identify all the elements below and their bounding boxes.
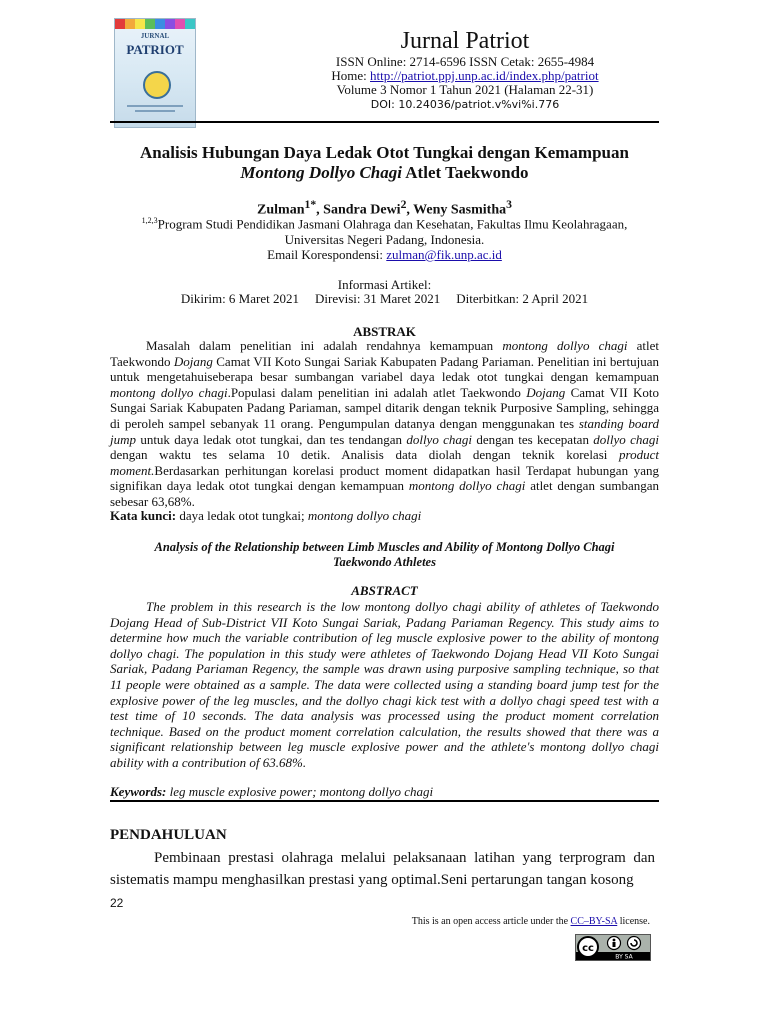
abstrak-segment: montong dollyo chagi (408, 478, 526, 494)
cover-stripe-block (185, 19, 195, 29)
kata-kunci-line (110, 508, 659, 524)
cc-by-sa-badge-icon[interactable] (575, 934, 651, 961)
cover-label-jurnal: JURNAL (140, 32, 170, 40)
cover-stripe-block (115, 19, 125, 29)
affiliation-sup: 1,2,3 (141, 216, 158, 225)
abstrak-segment: montong dollyo chagi (502, 338, 628, 353)
keywords-label: Keywords: (110, 784, 167, 799)
affiliation-line-1 (110, 216, 659, 232)
abstrak-segment: standing board jump (110, 415, 659, 447)
cover-stripe-block (165, 19, 175, 29)
license-link[interactable]: CC–BY-SA (570, 916, 618, 927)
header-divider (110, 121, 659, 123)
article-info-label: Informasi Artikel: (337, 277, 432, 292)
article-title-italic: Montong Dollyo Chagi (240, 163, 402, 182)
article-title-line-1: Analisis Hubungan Daya Ledak Otot Tungkai dengan Kemampuan (140, 143, 629, 162)
abstract-divider (110, 800, 659, 802)
abstrak-segment: dollyo chagi (593, 431, 659, 447)
author-name: Weny Sasmitha (413, 202, 507, 218)
cover-stripe-block (125, 19, 135, 29)
badge-text: BY SA (615, 953, 633, 960)
page-number: 22 (110, 896, 124, 910)
keywords-line (110, 784, 659, 800)
abstrak-segment: dollyo chagi (406, 431, 473, 447)
article-title-line-2 (110, 163, 659, 183)
abstrak-segment: .Populasi dalam penelitian ini adalah atlet Taekwondo (227, 384, 527, 400)
section-heading-pendahuluan: PENDAHULUAN (110, 827, 227, 843)
kata-kunci-label: Kata kunci: (110, 508, 177, 523)
cover-stripe-block (145, 19, 155, 29)
author-name: Sandra Dewi (323, 202, 401, 218)
cc-badge-graphic (576, 935, 650, 960)
article-title-rest: Atlet Taekwondo (401, 163, 529, 182)
volume-line: Volume 3 Nomor 1 Tahun 2021 (Halaman 22-31) (336, 82, 594, 97)
english-title (110, 540, 659, 570)
email-link[interactable]: zulman@fik.unp.ac.id (386, 247, 502, 262)
abstrak-segment: dengan tes kecepatan (472, 431, 594, 447)
license-suffix: license. (617, 916, 650, 927)
abstrak-segment: Dojang (173, 353, 213, 369)
cover-decor-line (127, 105, 183, 107)
email-line (110, 247, 659, 263)
author-sup: 3 (506, 198, 512, 211)
license-prefix: This is an open access article under the (411, 916, 571, 927)
email-label: Email Korespondensi: (267, 247, 387, 262)
issn-line: ISSN Online: 2714-6596 ISSN Cetak: 2655-4984 (335, 54, 595, 69)
abstrak-segment: Camat VII Koto Sungai Sariak Kabupaten Padang Pariaman. Penelitian ini bertujuan untuk mengetahuiseberapa besar sumbangan variabel daya ledak otot tungkai dengan kemampuan (110, 353, 659, 385)
abstrak-segment: Masalah dalam penelitian ini adalah rendahnya kemampuan (146, 338, 503, 353)
affiliation-text: Program Studi Pendidikan Jasmani Olahraga dan Kesehatan, Fakultas Ilmu Keolahragaan, (157, 216, 628, 232)
abstrak-segment: product moment. (110, 447, 659, 478)
article-dates (110, 291, 659, 307)
author-list: Zulman$^{1*}$, Sandra Dewi$^2$, Weny Sasmitha$^3$ (257, 198, 512, 218)
kata-kunci-text: daya ledak otot tungkai; (176, 508, 308, 523)
cover-stripe-block (175, 19, 185, 29)
abstrak-segment: atlet Taekwondo (110, 338, 659, 369)
abstrak-segment: Berdasarkan perhitungan korelasi product moment didapatkan hasil Terdapat hubungan yang signifikan daya ledak otot tungkai dengan kemampuan (110, 462, 659, 494)
cover-decor-line (135, 110, 175, 112)
date-revised: Direvisi: 31 Maret 2021 (314, 291, 441, 306)
home-label: Home: (331, 68, 371, 83)
journal-home-link[interactable]: http://patriot.ppj.unp.ac.id/index.php/patriot (370, 68, 599, 83)
abstract-body: The problem in this research is the low montong dollyo chagi ability of athletes of Taekwondo Dojang Head of Sub-District VII Koto Sungai Sariak, Padang Pariaman Regency. This study aims to determine how much the variable contribution of leg muscle explosive power to the ability of montong dollyo chagi. The population in this study were athletes of Taekwondo Dojang Head VII Koto Sungai Sariak, Padang Pariaman Regency, the sample was drawn using purposive sampling technique, so that 11 people were obtained as a sample. The data were collected using a standing board jump test for the explosive power of the leg muscles, and the dollyo chagi kick test with a dollyo chagi speed test with a test time of 10 seconds. The data analysis was processed using the product moment correlation technique. Based on the product moment correlation calculation, the results showed that there was a significant relationship between leg muscle explosive power and the athlete's montong dollyo chagi ability with a contribution of 63.68%. (110, 599, 659, 770)
license-note (400, 916, 650, 927)
author-sup: 1* (304, 198, 317, 211)
cover-color-stripe (115, 19, 195, 29)
cover-stripe-block (135, 19, 145, 29)
university-seal-icon (143, 71, 171, 99)
doi-line: DOI: 10.24036/patriot.v%vi%i.776 (370, 98, 560, 111)
abstract-heading: ABSTRACT (351, 583, 418, 598)
english-title-line-1: Analysis of the Relationship between Limb Muscles and Ability of Montong Dollyo Chagi (154, 540, 615, 554)
cover-stripe-block (155, 19, 165, 29)
abstrak-heading: ABSTRAK (353, 324, 416, 339)
keywords-text: leg muscle explosive power; montong dollyo chagi (166, 784, 434, 799)
abstrak-segment: Camat VII Koto Sungai Sariak Kabupaten Padang Pariaman, sampel ditarik dengan teknik Purposive Sampling, sehingga di peroleh sampel sebanyak 11 orang. Pengumpulan datanya dengan menggunakan tes (110, 384, 659, 431)
abstrak-segment: montong dollyo chagi (110, 384, 228, 400)
english-title-line-2: Taekwondo Athletes (333, 555, 436, 569)
abstrak-segment: untuk daya ledak otot tungkai, dan tes tendangan (136, 431, 407, 447)
journal-cover-image (114, 18, 196, 128)
date-published: Diterbitkan: 2 April 2021 (456, 291, 589, 306)
author-name: Zulman (257, 202, 305, 218)
author-sup: 2 (400, 198, 407, 211)
abstrak-segment: atlet dengan sumbangan sebesar 63,68%. (110, 478, 659, 509)
kata-kunci-italic: montong dollyo chagi (307, 508, 422, 523)
journal-title: Jurnal Patriot (400, 28, 530, 54)
intro-paragraph: Pembinaan prestasi olahraga melalui pelaksanaan latihan yang terprogram dan sistematis mampu menghasilkan prestasi yang optimal.Seni pertarungan tangan kosong (110, 850, 655, 888)
date-submitted: Dikirim: 6 Maret 2021 (180, 291, 299, 306)
abstrak-segment: Dojang (526, 384, 566, 400)
abstrak-segment: dengan waktu tes selama 10 detik. Analisis data diolah dengan teknik korelasi (110, 447, 620, 463)
svg-text:cc: cc (582, 943, 594, 954)
cover-label-patriot: PATRIOT (126, 42, 184, 57)
affiliation-line-2: Universitas Negeri Padang, Indonesia. (284, 232, 485, 247)
abstrak-body (110, 338, 659, 510)
